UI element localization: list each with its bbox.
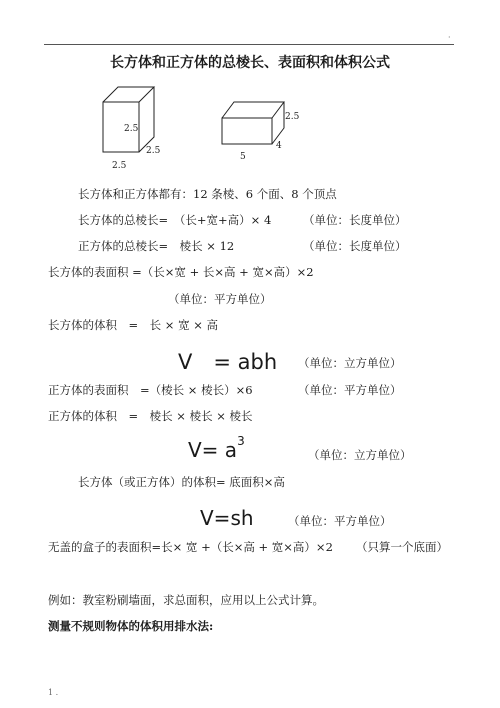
line-cuboid-volume: 长方体的体积 = 长 × 宽 × 高 — [48, 318, 219, 332]
cuboid-side-face — [272, 102, 284, 144]
cuboid-figure — [216, 96, 302, 166]
cuboid-label-length: 5 — [240, 152, 246, 162]
line-example: 例如：教室粉刷墙面，求总面积，应用以上公式计算。 — [48, 593, 324, 607]
formula-v-a-cubed-base: V= a — [188, 438, 238, 462]
header-rule — [44, 44, 454, 45]
formula-v-abh-unit: （单位：立方单位） — [298, 356, 402, 370]
line-cuboid-surface-area: 长方体的表面积 =（长×宽 + 长×高 + 宽×高）×2 — [48, 265, 314, 279]
line-cube-volume: 正方体的体积 = 棱长 × 棱长 × 棱长 — [48, 409, 253, 423]
bottom-mark: 1 . — [48, 688, 59, 697]
cube-label-height: 2.5 — [124, 124, 139, 134]
line-open-box-surface-area: 无盖的盒子的表面积=长× 宽 +（长×高 + 宽×高）×2 — [48, 540, 333, 554]
line-edges-faces-vertices: 长方体和正方体都有：12 条棱、6 个面、8 个顶点 — [78, 187, 337, 201]
line-cuboid-total-edge: 长方体的总棱长= （长+宽+高）× 4 — [78, 213, 272, 227]
formula-v-sh-unit: （单位：平方单位） — [288, 514, 392, 528]
line-cube-surface-area: 正方体的表面积 =（棱长 × 棱长）×6 — [48, 383, 253, 397]
cube-label-depth: 2.5 — [146, 146, 161, 156]
cuboid-front-face — [222, 118, 272, 144]
line-open-box-surface-area-note: （只算一个底面） — [356, 540, 448, 554]
cuboid-top-face — [222, 102, 284, 118]
cuboid-label-depth: 4 — [276, 141, 282, 151]
line-water-displacement: 测量不规则物体的体积用排水法: — [48, 619, 214, 633]
cube-top-face — [103, 87, 154, 102]
cube-figure — [96, 80, 166, 172]
cube-side-face — [139, 87, 154, 152]
cuboid-label-height: 2.5 — [285, 112, 300, 122]
line-cuboid-total-edge-unit: （单位：长度单位） — [303, 213, 407, 227]
page-title: 长方体和正方体的总棱长、表面积和体积公式 — [110, 55, 390, 71]
formula-v-a-cubed-exponent: 3 — [237, 434, 245, 449]
line-cube-total-edge: 正方体的总棱长= 棱长 × 12 — [78, 239, 235, 253]
line-cuboid-surface-area-unit: （单位：平方单位） — [168, 292, 272, 306]
line-cube-total-edge-unit: （单位：长度单位） — [303, 239, 407, 253]
top-mark: · — [448, 33, 451, 42]
line-cube-surface-area-unit: （单位：平方单位） — [298, 383, 402, 397]
formula-v-abh: V = abh — [178, 350, 278, 374]
formula-v-a-cubed-unit: （单位：立方单位） — [308, 448, 412, 462]
cube-label-width: 2.5 — [112, 161, 127, 171]
line-general-volume: 长方体（或正方体）的体积= 底面积×高 — [78, 475, 285, 489]
formula-v-a-cubed — [188, 434, 245, 462]
formula-v-sh: V=sh — [200, 506, 254, 530]
